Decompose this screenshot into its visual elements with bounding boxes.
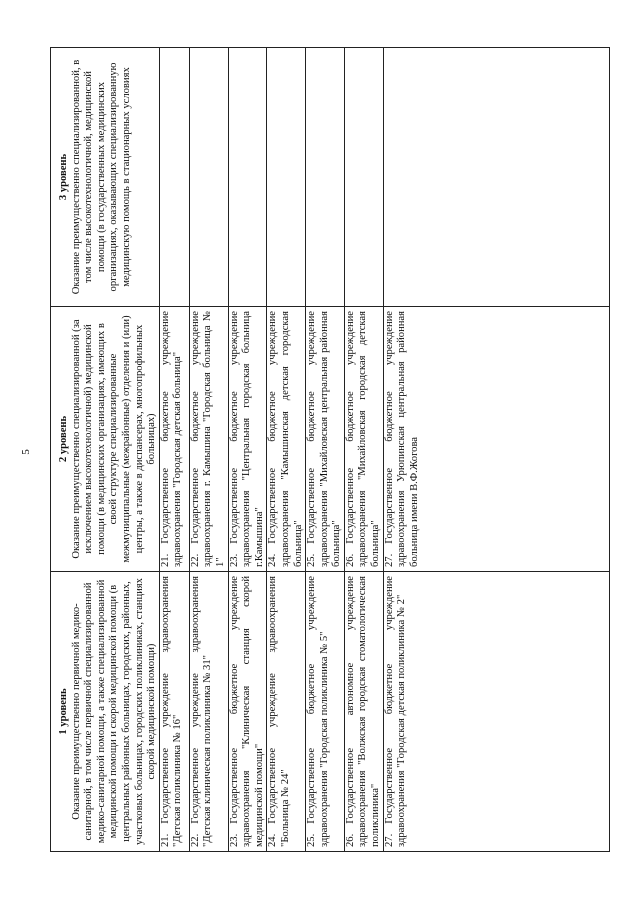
- level-1-cell: [228, 572, 267, 852]
- entry-number: 26.: [344, 553, 356, 567]
- level-3-cell: [267, 48, 306, 307]
- level-1-description: Оказание преимущественно первичной медико-санитарной, в том числе первичной специализированной медико-санитарной помощи, а также специализированной медицинской помощи и скорой медицинской помощи (в центральных районных больницах, городских, районных, участковых больницах, городских поликлиниках, станциях скорой медицинской помощи): [70, 578, 158, 845]
- institution-name: Государственное бюджетное учреждение здравоохранения Урюпинская центральная районная больница имени В.Ф.Жогова: [383, 311, 420, 567]
- table-row: [267, 48, 306, 852]
- level-2-cell: [228, 307, 267, 572]
- entry-number: 27.: [383, 833, 395, 847]
- institution-name: Государственное бюджетное учреждение здравоохранения "Центральная городская больница г.Камышина": [228, 311, 265, 567]
- table-row: [344, 48, 383, 852]
- entry-number: 22.: [189, 553, 201, 567]
- entry-number: 23.: [228, 833, 240, 847]
- level-3-cell: [189, 48, 228, 307]
- institution-name: Государственное бюджетное учреждение здравоохранения г. Камышина "Городская больница № 1": [189, 311, 226, 567]
- level-2-cell: [267, 307, 306, 572]
- levels-table: [50, 47, 610, 852]
- level-2-cell: [159, 307, 189, 572]
- level-1-cell: [306, 572, 345, 852]
- level-2-cell: [306, 307, 345, 572]
- entry-number: 23.: [228, 553, 240, 567]
- level-3-cell: [344, 48, 383, 307]
- level-3-cell: [383, 48, 609, 307]
- table-row: [306, 48, 345, 852]
- level-3-header: [51, 48, 160, 307]
- institution-name: Государственное бюджетное учреждение здравоохранения "Городская детская поликлиника № 2": [383, 576, 408, 847]
- table-row: [383, 48, 609, 852]
- level-2-header: [51, 307, 160, 572]
- entry-number: 25.: [306, 833, 318, 847]
- level-3-cell: [306, 48, 345, 307]
- level-2-cell: [344, 307, 383, 572]
- entry-number: 24.: [267, 833, 279, 847]
- entry-number: 25.: [306, 553, 318, 567]
- table-row: [228, 48, 267, 852]
- level-3-cell: [228, 48, 267, 307]
- institution-name: Государственное учреждение здравоохранения "Детская поликлиника № 16": [159, 576, 184, 847]
- level-3-title: 3 уровень: [58, 153, 69, 201]
- table-header-row: [51, 48, 160, 852]
- level-1-header: [51, 572, 160, 852]
- level-3-description: Оказание преимущественно специализированной, в том числе высокотехнологичной, медицинской помощи (в государственных медицинских организациях, оказывающих специализированную медицинскую помощь в стационарных условиях: [70, 59, 132, 295]
- level-3-cell: [159, 48, 189, 307]
- entry-number: 22.: [189, 833, 201, 847]
- institution-name: Государственное бюджетное учреждение здравоохранения "Клиническая станция скорой медицинской помощи": [228, 576, 265, 847]
- level-1-cell: [344, 572, 383, 852]
- institution-name: Государственное учреждение здравоохранения "Больница № 24": [267, 576, 291, 847]
- institution-name: Государственное бюджетное учреждение здравоохранения "Михайловская городская детская больница": [344, 311, 382, 567]
- level-1-title: 1 уровень: [58, 688, 69, 735]
- level-1-cell: [159, 572, 189, 852]
- entry-number: 21.: [159, 553, 171, 567]
- level-1-cell: [267, 572, 306, 852]
- entry-number: 27.: [383, 553, 395, 567]
- institution-name: Государственное бюджетное учреждение здравоохранения "Городская детская больница": [159, 311, 184, 567]
- level-1-cell: [383, 572, 609, 852]
- entry-number: 24.: [267, 553, 279, 567]
- institution-name: Государственное автономное учреждение здравоохранения "Волжская городская стоматологическая поликлиника": [344, 576, 382, 847]
- institution-name: Государственное бюджетное учреждение здравоохранения "Михайловская центральная районная больница": [306, 311, 343, 567]
- table-row: [189, 48, 228, 852]
- level-2-description: Оказание преимущественно специализированной (за исключением высокотехнологичной) медицинской помощи (в медицинских организациях, имеющих в своей структуре специализированные межмуниципальные (межрайонные) отделения и (или) центры, а также в диспансерах, многопрофильных больницах): [70, 315, 158, 563]
- level-2-title: 2 уровень: [58, 415, 69, 463]
- page-number: 5: [20, 449, 32, 455]
- level-2-cell: [383, 307, 609, 572]
- entry-number: 21.: [159, 833, 171, 847]
- institution-name: Государственное учреждение здравоохранения "Детская клиническая поликлиника № 31": [189, 576, 214, 847]
- institution-name: Государственное бюджетное учреждение здравоохранения "Городская поликлиника № 5": [306, 576, 330, 847]
- level-2-cell: [189, 307, 228, 572]
- rotated-table-container: [50, 48, 610, 852]
- entry-number: 26.: [344, 833, 356, 847]
- table-row: [159, 48, 189, 852]
- institution-name: Государственное бюджетное учреждение здравоохранения "Камышинская детская городская больница": [267, 311, 304, 567]
- level-1-cell: [189, 572, 228, 852]
